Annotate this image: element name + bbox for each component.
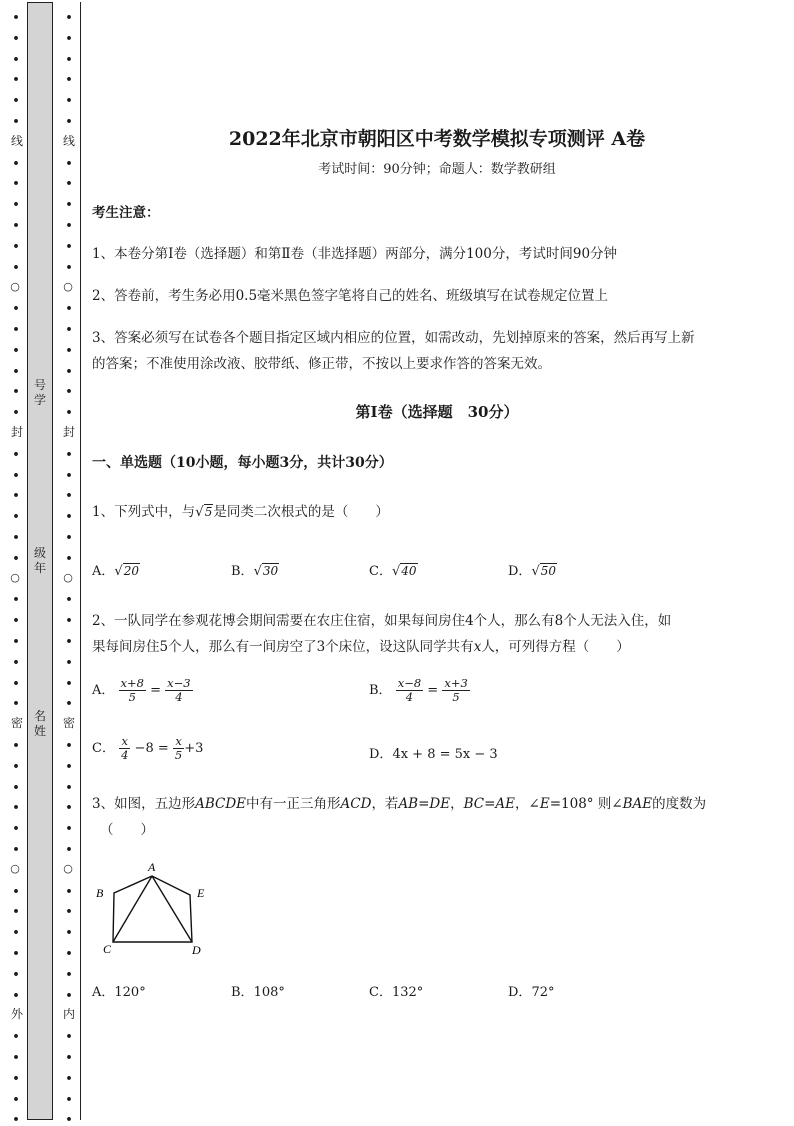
expression: 4x + 8 = 5x − 3 xyxy=(392,747,498,762)
numerator: x−3 xyxy=(167,676,191,690)
binding-dot: • xyxy=(12,760,20,773)
binding-dot: • xyxy=(12,926,20,939)
binding-dot: • xyxy=(65,302,73,315)
numerator: x xyxy=(173,735,184,749)
binding-frame-line xyxy=(80,2,81,1120)
q3-math: E xyxy=(539,796,550,812)
binding-dot: • xyxy=(65,1030,73,1043)
exam-subtitle: 考试时间：90分钟；命题人：数学教研组 xyxy=(318,162,556,177)
q3-text: ，∠ xyxy=(515,796,540,812)
binding-mark-feng-left: 封 xyxy=(10,425,23,439)
binding-dot: • xyxy=(12,1051,20,1064)
fraction xyxy=(165,677,192,704)
option-letter: C． xyxy=(92,741,115,756)
binding-dot: • xyxy=(12,406,20,419)
binding-dot: • xyxy=(12,489,20,502)
sqrt-symbol: √5 xyxy=(195,504,213,520)
q2-variable: x xyxy=(473,639,482,655)
binding-dot: • xyxy=(12,1113,20,1126)
binding-dot: • xyxy=(65,1072,73,1085)
binding-dot: • xyxy=(12,1072,20,1085)
q3-math: AB=DE xyxy=(398,796,451,812)
binding-dot: • xyxy=(65,323,73,336)
fraction xyxy=(396,677,423,704)
option-letter: A． xyxy=(92,683,115,698)
binding-mark-nei-right: 内 xyxy=(62,1007,75,1021)
binding-dot: • xyxy=(65,822,73,835)
q2-option-d[interactable] xyxy=(369,743,498,762)
notice-item-2: 2、答卷前，考生务必用0.5毫米黑色签字笔将自己的姓名、班级填写在试卷规定位置上 xyxy=(92,288,609,304)
binding-dot: • xyxy=(12,968,20,981)
binding-dot: • xyxy=(65,968,73,981)
denominator: 4 xyxy=(175,690,183,704)
question-3-line-1 xyxy=(92,792,706,812)
option-value: 132° xyxy=(391,985,424,1000)
binding-dot: • xyxy=(12,656,20,669)
binding-dot: • xyxy=(12,385,20,398)
binding-dot: • xyxy=(65,365,73,378)
q3-text: ， xyxy=(450,796,464,812)
binding-mark-feng-right: 封 xyxy=(62,425,75,439)
binding-dot: • xyxy=(12,1093,20,1106)
binding-dot: • xyxy=(65,448,73,461)
binding-dot: • xyxy=(12,801,20,814)
sqrt-symbol: √50 xyxy=(531,564,557,579)
q1-option-a[interactable] xyxy=(92,560,140,579)
option-letter: C． xyxy=(369,985,392,1000)
binding-dot: • xyxy=(65,115,73,128)
vertex-label-a: A xyxy=(148,860,156,874)
option-letter: A． xyxy=(92,985,115,1000)
binding-dot: • xyxy=(65,489,73,502)
expression-part: +3 xyxy=(184,741,204,756)
q3-text: ，若 xyxy=(371,796,399,812)
option-letter: B． xyxy=(231,564,254,579)
fraction xyxy=(119,677,146,704)
vertex-label-b: B xyxy=(96,886,104,900)
binding-circle: ○ xyxy=(63,862,73,875)
binding-dot: • xyxy=(65,385,73,398)
binding-margin xyxy=(0,0,85,1126)
binding-dot: • xyxy=(65,469,73,482)
binding-circle: ○ xyxy=(63,280,73,293)
binding-dot: • xyxy=(12,1030,20,1043)
binding-dot: • xyxy=(12,635,20,648)
q3-text: 的度数为 xyxy=(652,796,707,812)
binding-dot: • xyxy=(65,1051,73,1064)
q1-option-b[interactable] xyxy=(231,560,279,579)
binding-dot: • xyxy=(12,157,20,170)
equals-sign: = xyxy=(427,683,439,698)
binding-dot: • xyxy=(65,677,73,690)
question-1-stem xyxy=(92,500,389,520)
denominator: 4 xyxy=(121,748,129,762)
option-radicand: 40 xyxy=(401,564,417,578)
binding-dot: • xyxy=(65,801,73,814)
sqrt-symbol: √40 xyxy=(391,564,417,579)
option-radicand: 30 xyxy=(262,564,279,578)
question-2-line-1: 2、一队同学在参观花博会期间需要在农庄住宿，如果每间房住4个人，那么有8个人无法入住，如 xyxy=(92,613,672,629)
fraction xyxy=(442,677,469,704)
part-heading: 一、单选题（10小题，每小题3分，共计30分） xyxy=(92,455,393,471)
binding-dot: • xyxy=(12,73,20,86)
q2-option-c[interactable] xyxy=(92,735,203,762)
binding-dot: • xyxy=(65,843,73,856)
notice-item-3-cont: 的答案；不准使用涂改液、胶带纸、修正带，不按以上要求作答的答案无效。 xyxy=(92,356,551,372)
binding-dot: • xyxy=(65,593,73,606)
denominator: 5 xyxy=(452,690,460,704)
binding-dot: • xyxy=(65,885,73,898)
notice-heading: 考生注意： xyxy=(92,205,160,221)
binding-dot: • xyxy=(12,198,20,211)
q3-option-a[interactable] xyxy=(92,981,146,1000)
binding-circle: ○ xyxy=(10,571,20,584)
binding-dot: • xyxy=(12,469,20,482)
option-letter: B． xyxy=(231,985,254,1000)
binding-dot: • xyxy=(12,593,20,606)
question-2-line-2 xyxy=(92,635,630,655)
option-letter: A． xyxy=(92,564,115,579)
binding-dot: • xyxy=(65,552,73,565)
vertex-label-e: E xyxy=(197,886,205,900)
binding-dot: • xyxy=(65,1113,73,1126)
option-radicand: 50 xyxy=(540,564,557,578)
option-value: 120° xyxy=(114,985,146,1000)
binding-circle: ○ xyxy=(10,862,20,875)
binding-dot: • xyxy=(12,697,20,710)
binding-mark-xian-right: 线 xyxy=(62,134,75,148)
binding-dot: • xyxy=(12,94,20,107)
q3-math: BAE xyxy=(622,796,653,812)
binding-dot: • xyxy=(12,989,20,1002)
sqrt-symbol: √20 xyxy=(114,564,139,579)
option-letter: B． xyxy=(369,683,392,698)
binding-dot: • xyxy=(12,885,20,898)
binding-dot: • xyxy=(12,531,20,544)
q3-option-c[interactable] xyxy=(369,981,423,1000)
binding-dot: • xyxy=(12,115,20,128)
binding-dot: • xyxy=(65,1093,73,1106)
binding-dot: • xyxy=(12,614,20,627)
q1-stem-pre: 1、下列式中，与 xyxy=(92,504,196,520)
binding-dot: • xyxy=(12,843,20,856)
binding-dot: • xyxy=(12,32,20,45)
binding-dot: • xyxy=(65,697,73,710)
binding-dot: • xyxy=(12,365,20,378)
binding-dot: • xyxy=(65,240,73,253)
binding-dot: • xyxy=(65,406,73,419)
q3-math: ACD xyxy=(340,796,372,812)
notice-item-3: 3、答案必须写在试卷各个题目指定区域内相应的位置，如需改动，先划掉原来的答案，然后再写上新 xyxy=(92,330,695,346)
binding-dot: • xyxy=(65,157,73,170)
binding-dot: • xyxy=(12,53,20,66)
expression-part: −8 = xyxy=(134,741,169,756)
numerator: x xyxy=(119,735,130,749)
binding-dot: • xyxy=(12,302,20,315)
binding-dot: • xyxy=(65,781,73,794)
binding-dot: • xyxy=(12,552,20,565)
binding-dot: • xyxy=(65,344,73,357)
binding-dot: • xyxy=(65,614,73,627)
q3-option-d[interactable] xyxy=(508,981,554,1000)
student-id-label: 号学 xyxy=(33,378,46,407)
binding-dot: • xyxy=(65,53,73,66)
binding-dot: • xyxy=(12,344,20,357)
fraction xyxy=(173,735,184,762)
binding-dot: • xyxy=(65,905,73,918)
binding-dot: • xyxy=(65,261,73,274)
q2-option-b[interactable] xyxy=(369,677,470,704)
binding-dot: • xyxy=(12,177,20,190)
equals-sign: = xyxy=(150,683,162,698)
fraction xyxy=(119,735,130,762)
binding-dot: • xyxy=(12,510,20,523)
question-3-line-2: （ ） xyxy=(100,822,154,838)
denominator: 4 xyxy=(405,690,414,704)
q3-option-b[interactable] xyxy=(231,981,285,1000)
binding-dot: • xyxy=(12,448,20,461)
binding-dot: • xyxy=(12,677,20,690)
exam-title: 2022年北京市朝阳区中考数学模拟专项测评 A卷 xyxy=(228,128,646,150)
binding-dot: • xyxy=(12,947,20,960)
binding-dot: • xyxy=(65,32,73,45)
option-letter: D． xyxy=(508,564,532,579)
option-letter: D． xyxy=(508,985,532,1000)
q3-math: BC=AE xyxy=(463,796,516,812)
name-label: 名姓 xyxy=(33,709,46,738)
binding-dot: • xyxy=(12,781,20,794)
binding-dot: • xyxy=(12,905,20,918)
sqrt-symbol: √30 xyxy=(253,564,279,579)
binding-dot: • xyxy=(12,323,20,336)
binding-dot: • xyxy=(12,739,20,752)
q1-stem-radicand: 5 xyxy=(204,505,213,519)
binding-circle: ○ xyxy=(10,280,20,293)
binding-dot: • xyxy=(65,510,73,523)
vertex-label-d: D xyxy=(192,943,201,957)
q1-option-c[interactable] xyxy=(369,560,418,579)
numerator: x+8 xyxy=(120,676,144,690)
q3-text: =108° 则∠ xyxy=(549,796,623,812)
section-title: 第Ⅰ卷（选择题 30分） xyxy=(355,403,519,421)
q3-math: ABCDE xyxy=(195,796,247,812)
binding-dot: • xyxy=(12,219,20,232)
binding-dot: • xyxy=(65,531,73,544)
q2-option-a[interactable] xyxy=(92,677,193,704)
option-value: 108° xyxy=(253,985,285,1000)
q2-text: 果每间房住5个人，那么有一间房空了3个床位，设这队同学共有 xyxy=(92,639,474,655)
binding-dot: • xyxy=(65,11,73,24)
binding-dot: • xyxy=(12,822,20,835)
denominator: 5 xyxy=(174,748,183,762)
binding-dot: • xyxy=(65,926,73,939)
binding-mark-wai-left: 外 xyxy=(10,1007,23,1021)
q3-text: 中有一正三角形 xyxy=(246,796,341,812)
numerator: x−8 xyxy=(397,676,422,690)
binding-dot: • xyxy=(65,219,73,232)
binding-dot: • xyxy=(65,635,73,648)
binding-dot: • xyxy=(65,177,73,190)
numerator: x+3 xyxy=(444,676,468,690)
binding-mark-mi-left: 密 xyxy=(10,716,23,730)
binding-dot: • xyxy=(12,240,20,253)
binding-dot: • xyxy=(65,656,73,669)
grade-label: 级年 xyxy=(33,546,46,575)
binding-dot: • xyxy=(12,11,20,24)
option-radicand: 20 xyxy=(123,564,139,578)
notice-item-1: 1、本卷分第Ⅰ卷（选择题）和第Ⅱ卷（非选择题）两部分，满分100分，考试时间90分钟 xyxy=(92,246,618,262)
pentagon-outline xyxy=(113,876,192,942)
q3-text: 3、如图，五边形 xyxy=(92,796,196,812)
option-letter: C． xyxy=(369,564,392,579)
binding-dot: • xyxy=(65,739,73,752)
binding-mark-mi-right: 密 xyxy=(62,716,75,730)
option-letter: D． xyxy=(369,747,393,762)
q2-text: 人，可列得方程（ ） xyxy=(481,639,630,655)
binding-dot: • xyxy=(65,989,73,1002)
binding-dot: • xyxy=(65,760,73,773)
binding-dot: • xyxy=(65,73,73,86)
binding-mark-xian-left: 线 xyxy=(10,134,23,148)
vertex-label-c: C xyxy=(103,942,112,956)
option-value: 72° xyxy=(531,985,555,1000)
binding-dot: • xyxy=(65,94,73,107)
binding-dot: • xyxy=(12,261,20,274)
pentagon-figure xyxy=(92,856,222,962)
triangle-side-ac xyxy=(113,876,152,942)
q1-option-d[interactable] xyxy=(508,560,557,579)
denominator: 5 xyxy=(128,690,136,704)
binding-dot: • xyxy=(65,198,73,211)
binding-dot: • xyxy=(65,947,73,960)
q1-stem-post: 是同类二次根式的是（ ） xyxy=(213,504,389,520)
binding-circle: ○ xyxy=(63,571,73,584)
